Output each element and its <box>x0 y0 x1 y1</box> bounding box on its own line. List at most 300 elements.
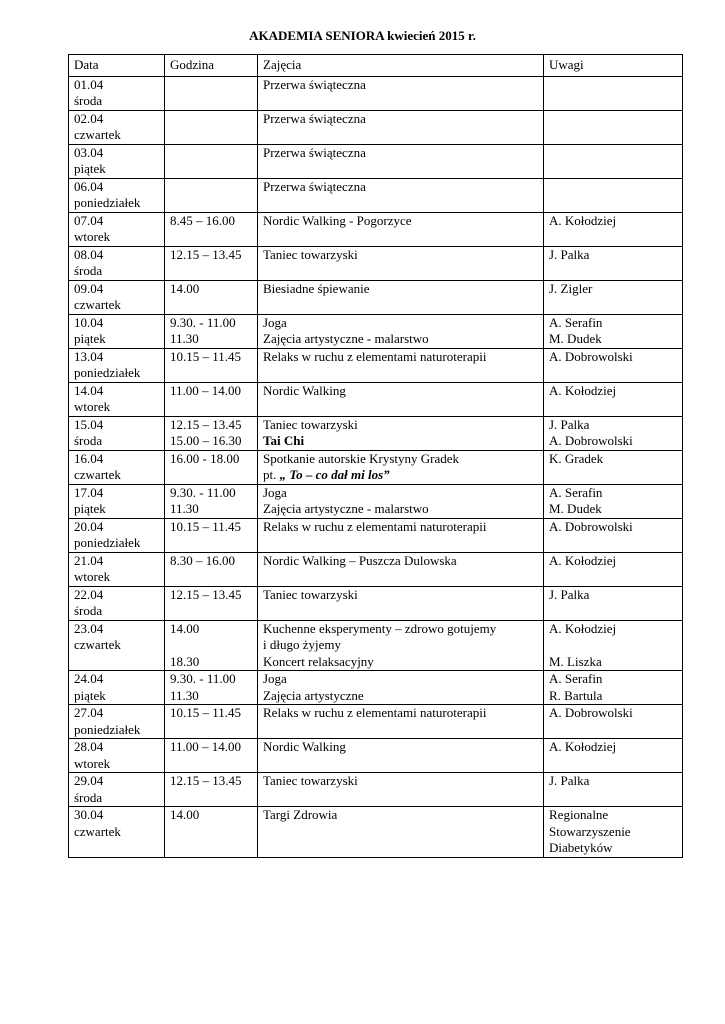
cell-time-line <box>170 297 252 314</box>
cell-time-line: 16.00 - 18.00 <box>170 450 240 466</box>
cell-date-line: 14.04 <box>74 382 104 398</box>
cell-activity <box>258 280 544 314</box>
header-time: Godzina <box>165 55 258 77</box>
cell-activity-line <box>263 365 538 382</box>
cell-time <box>165 773 258 807</box>
cell-date <box>69 144 165 178</box>
cell-time-line <box>170 840 252 857</box>
cell-time-line <box>170 790 252 807</box>
cell-notes-line: K. Gradek <box>549 450 604 466</box>
cell-notes-line: R. Bartula <box>549 687 603 703</box>
cell-activity <box>258 212 544 246</box>
cell-notes-line: A. Kołodziej <box>549 620 617 636</box>
cell-notes-line: J. Palka <box>549 586 590 602</box>
table-row <box>69 705 683 739</box>
cell-time <box>165 280 258 314</box>
cell-activity-line <box>263 195 538 212</box>
cell-notes <box>544 178 683 212</box>
cell-date-line: środa <box>74 263 103 278</box>
cell-time <box>165 705 258 739</box>
cell-notes-line: A. Kołodziej <box>549 212 617 228</box>
cell-time-line: 11.00 – 14.00 <box>170 382 242 398</box>
cell-time <box>165 416 258 450</box>
cell-activity-line <box>263 433 538 450</box>
cell-activity-line: Joga <box>263 484 287 500</box>
cell-time-line: 9.30. - 11.00 <box>170 314 236 330</box>
cell-activity-line <box>263 297 538 314</box>
cell-time <box>165 518 258 552</box>
cell-date-line: piątek <box>74 161 106 176</box>
cell-date <box>69 416 165 450</box>
cell-notes-line <box>549 722 677 739</box>
cell-time <box>165 110 258 144</box>
cell-notes-line: Stowarzyszenie <box>549 823 631 839</box>
cell-activity-line <box>263 756 538 773</box>
cell-notes-line <box>549 535 677 552</box>
cell-date-line: poniedziałek <box>74 721 141 737</box>
cell-date-line: 24.04 <box>74 671 104 686</box>
cell-notes-line <box>549 179 677 196</box>
cell-date <box>69 773 165 807</box>
cell-notes-line: A. Dobrowolski <box>549 518 633 534</box>
cell-date <box>69 671 165 705</box>
cell-activity <box>258 178 544 212</box>
cell-notes <box>544 450 683 484</box>
schedule-body <box>69 76 683 857</box>
cell-activity-line: Zajęcia artystyczne <box>263 687 364 703</box>
cell-activity <box>258 484 544 518</box>
cell-activity-line: Przerwa świąteczna <box>263 110 366 126</box>
cell-date-line: poniedziałek <box>74 535 141 550</box>
cell-date-line: wtorek <box>74 569 111 584</box>
cell-activity <box>258 586 544 620</box>
cell-time-line: 9.30. - 11.00 <box>170 484 236 500</box>
cell-notes-line <box>549 263 677 280</box>
cell-activity-line: i długo żyjemy <box>263 637 341 652</box>
cell-notes-line <box>549 637 677 654</box>
emphasized-text: „ To – co dał mi los” <box>279 467 390 482</box>
cell-notes-line: A. Kołodziej <box>549 739 617 754</box>
cell-date <box>69 586 165 620</box>
cell-date-line: wtorek <box>74 755 111 771</box>
cell-date <box>69 552 165 586</box>
cell-time-line: 14.00 <box>170 620 200 636</box>
cell-time <box>165 450 258 484</box>
cell-date-line: 13.04 <box>74 348 104 364</box>
cell-activity-line <box>263 263 538 280</box>
cell-time-line <box>170 145 252 162</box>
cell-time-line <box>170 93 252 110</box>
cell-notes <box>544 552 683 586</box>
cell-activity-line <box>263 93 538 110</box>
cell-notes-line: M. Liszka <box>549 653 602 669</box>
cell-time-line: 11.30 <box>170 331 199 346</box>
cell-notes <box>544 212 683 246</box>
cell-date <box>69 620 165 671</box>
cell-activity-line <box>263 127 538 144</box>
cell-notes-line: A. Dobrowolski <box>549 705 633 720</box>
table-row <box>69 382 683 416</box>
cell-date-line: środa <box>74 789 103 805</box>
cell-time-line <box>170 161 252 178</box>
cell-notes-line: J. Palka <box>549 416 590 432</box>
cell-activity-line: Nordic Walking <box>263 382 346 398</box>
cell-notes-line <box>549 77 677 94</box>
cell-date-line: 17.04 <box>74 484 104 500</box>
cell-time-line: 12.15 – 13.45 <box>170 246 242 262</box>
cell-notes-line <box>549 790 677 807</box>
cell-notes <box>544 144 683 178</box>
cell-notes-line: A. Dobrowolski <box>549 433 633 448</box>
cell-activity <box>258 705 544 739</box>
table-row <box>69 807 683 858</box>
cell-date-line: 23.04 <box>74 620 104 636</box>
cell-notes <box>544 773 683 807</box>
cell-date-line: wtorek <box>74 399 111 414</box>
cell-time <box>165 586 258 620</box>
cell-notes <box>544 348 683 382</box>
cell-date <box>69 246 165 280</box>
cell-time <box>165 382 258 416</box>
cell-date-line: 30.04 <box>74 807 104 822</box>
cell-notes-line <box>549 161 677 178</box>
cell-activity-line <box>263 467 538 484</box>
cell-date-line: piątek <box>74 501 106 516</box>
cell-activity <box>258 382 544 416</box>
cell-time-line: 10.15 – 11.45 <box>170 348 242 364</box>
cell-time <box>165 348 258 382</box>
cell-activity <box>258 552 544 586</box>
table-row <box>69 552 683 586</box>
cell-activity-line: Joga <box>263 314 287 330</box>
cell-date <box>69 110 165 144</box>
cell-notes-line <box>549 603 677 620</box>
cell-time <box>165 144 258 178</box>
cell-date-line: 08.04 <box>74 246 104 262</box>
cell-activity-line: Nordic Walking – Puszcza Dulowska <box>263 552 457 568</box>
cell-date-line: 21.04 <box>74 552 104 568</box>
cell-date-line: 15.04 <box>74 416 104 432</box>
cell-notes-line <box>549 229 677 246</box>
cell-notes <box>544 705 683 739</box>
cell-notes <box>544 314 683 348</box>
cell-date <box>69 280 165 314</box>
cell-notes-line <box>549 467 677 484</box>
table-row <box>69 348 683 382</box>
table-row <box>69 586 683 620</box>
cell-time-line: 12.15 – 13.45 <box>170 773 242 788</box>
cell-date <box>69 807 165 858</box>
cell-notes <box>544 110 683 144</box>
cell-date-line: 01.04 <box>74 76 104 92</box>
cell-time-line <box>170 722 252 739</box>
cell-notes-line: A. Kołodziej <box>549 552 617 568</box>
cell-activity-line: Relaks w ruchu z elementami naturoterapii <box>263 705 487 720</box>
cell-notes-line <box>549 127 677 144</box>
cell-date-line: piątek <box>74 331 106 346</box>
cell-date-line: czwartek <box>74 637 121 652</box>
cell-time-line <box>170 603 252 620</box>
text-prefix: pt. <box>263 467 280 482</box>
cell-date-line: 10.04 <box>74 314 104 330</box>
cell-activity-line <box>263 603 538 620</box>
cell-time-line <box>170 637 252 654</box>
cell-time-line <box>170 195 252 212</box>
cell-notes-line: J. Zigler <box>549 280 593 296</box>
cell-activity-line: Taniec towarzyski <box>263 246 358 262</box>
cell-notes <box>544 76 683 110</box>
cell-activity <box>258 416 544 450</box>
cell-activity-line <box>263 569 538 586</box>
cell-activity <box>258 76 544 110</box>
table-row <box>69 450 683 484</box>
cell-notes <box>544 671 683 705</box>
emphasized-text: Tai Chi <box>263 433 305 448</box>
cell-activity-line: Joga <box>263 671 287 686</box>
cell-date-line: czwartek <box>74 297 121 312</box>
cell-date <box>69 484 165 518</box>
cell-time-line: 10.15 – 11.45 <box>170 518 242 534</box>
cell-activity-line: Kuchenne eksperymenty – zdrowo gotujemy <box>263 620 497 636</box>
cell-time-line: 12.15 – 13.45 <box>170 416 242 432</box>
cell-notes <box>544 416 683 450</box>
cell-time-line: 8.30 – 16.00 <box>170 552 235 568</box>
cell-activity-line <box>263 790 538 807</box>
cell-activity-line <box>263 722 538 739</box>
cell-activity <box>258 518 544 552</box>
cell-time-line: 14.00 <box>170 280 200 296</box>
cell-time-line <box>170 263 252 280</box>
cell-date-line: środa <box>74 433 103 448</box>
cell-date-line: środa <box>74 93 103 108</box>
cell-activity-line: Relaks w ruchu z elementami naturoterapii <box>263 348 487 364</box>
table-row <box>69 518 683 552</box>
cell-time <box>165 807 258 858</box>
header-notes: Uwagi <box>544 55 683 77</box>
cell-notes-line: J. Palka <box>549 246 590 262</box>
cell-activity-line: Przerwa świąteczna <box>263 178 366 194</box>
cell-notes-line <box>549 195 677 212</box>
cell-activity <box>258 246 544 280</box>
cell-date <box>69 705 165 739</box>
cell-date-line: 28.04 <box>74 739 104 754</box>
cell-date <box>69 518 165 552</box>
cell-notes-line: Diabetyków <box>549 840 613 855</box>
cell-date <box>69 314 165 348</box>
cell-time <box>165 552 258 586</box>
table-row <box>69 246 683 280</box>
cell-time-line: 14.00 <box>170 807 200 822</box>
cell-date <box>69 739 165 773</box>
cell-time-line <box>170 535 252 552</box>
cell-activity-line: Zajęcia artystyczne - malarstwo <box>263 331 429 346</box>
cell-activity-line: Targi Zdrowia <box>263 807 338 822</box>
cell-notes <box>544 807 683 858</box>
cell-time-line <box>170 399 252 416</box>
cell-activity-line <box>263 535 538 552</box>
cell-notes-line <box>549 365 677 382</box>
table-row <box>69 620 683 671</box>
cell-notes-line <box>549 145 677 162</box>
cell-notes-line <box>549 297 677 314</box>
cell-notes-line: A. Kołodziej <box>549 382 617 398</box>
cell-notes <box>544 518 683 552</box>
cell-date-line <box>74 654 159 671</box>
cell-time-line <box>170 77 252 94</box>
cell-time <box>165 620 258 671</box>
cell-date-line: środa <box>74 603 103 618</box>
cell-activity <box>258 144 544 178</box>
cell-time <box>165 246 258 280</box>
cell-time <box>165 212 258 246</box>
cell-date <box>69 178 165 212</box>
cell-activity-line: Biesiadne śpiewanie <box>263 280 370 296</box>
cell-time-line <box>170 229 252 246</box>
cell-time-line <box>170 127 252 144</box>
cell-date-line: 27.04 <box>74 705 104 720</box>
cell-activity-line <box>263 161 538 178</box>
table-row <box>69 212 683 246</box>
cell-date-line: 06.04 <box>74 178 104 194</box>
cell-activity <box>258 671 544 705</box>
cell-activity-line: Taniec towarzyski <box>263 773 358 788</box>
cell-date <box>69 382 165 416</box>
cell-activity-line: Relaks w ruchu z elementami naturoterapii <box>263 518 487 534</box>
cell-notes-line <box>549 569 677 586</box>
cell-time-line: 18.30 <box>170 653 200 669</box>
cell-notes-line: M. Dudek <box>549 331 602 346</box>
cell-time-line: 11.30 <box>170 687 199 703</box>
cell-activity-line <box>263 229 538 246</box>
table-row <box>69 739 683 773</box>
cell-notes-line <box>549 93 677 110</box>
cell-notes <box>544 620 683 671</box>
cell-activity <box>258 807 544 858</box>
cell-activity-line: Zajęcia artystyczne - malarstwo <box>263 501 429 516</box>
cell-time-line: 15.00 – 16.30 <box>170 433 242 448</box>
cell-activity-line: Nordic Walking <box>263 739 346 754</box>
cell-time-line <box>170 824 252 841</box>
cell-time-line: 12.15 – 13.45 <box>170 586 242 602</box>
cell-date-line: 07.04 <box>74 212 104 228</box>
cell-time <box>165 484 258 518</box>
cell-time <box>165 671 258 705</box>
cell-time-line <box>170 467 252 484</box>
table-row <box>69 178 683 212</box>
cell-date-line: czwartek <box>74 823 121 839</box>
cell-notes-line <box>549 756 677 773</box>
cell-date-line: 20.04 <box>74 518 104 534</box>
cell-activity-line: Taniec towarzyski <box>263 586 358 602</box>
cell-notes <box>544 382 683 416</box>
cell-time-line: 10.15 – 11.45 <box>170 705 242 720</box>
cell-date-line: czwartek <box>74 467 121 482</box>
header-activity: Zajęcia <box>258 55 544 77</box>
cell-date <box>69 212 165 246</box>
cell-time-line: 9.30. - 11.00 <box>170 671 236 686</box>
cell-notes <box>544 739 683 773</box>
cell-date-line: czwartek <box>74 127 121 142</box>
table-row <box>69 416 683 450</box>
cell-time-line: 11.00 – 14.00 <box>170 739 242 754</box>
cell-activity-line <box>263 824 538 841</box>
cell-time-line <box>170 365 252 382</box>
cell-activity-line <box>263 840 538 857</box>
table-row <box>69 280 683 314</box>
table-row <box>69 144 683 178</box>
cell-activity <box>258 450 544 484</box>
cell-notes-line: J. Palka <box>549 773 590 788</box>
cell-activity <box>258 348 544 382</box>
cell-date <box>69 450 165 484</box>
cell-date-line: poniedziałek <box>74 195 141 210</box>
cell-notes <box>544 246 683 280</box>
cell-time <box>165 178 258 212</box>
table-row <box>69 484 683 518</box>
cell-notes-line: A. Dobrowolski <box>549 348 633 364</box>
cell-notes-line <box>549 399 677 416</box>
cell-activity-line: Spotkanie autorskie Krystyny Gradek <box>263 450 460 466</box>
cell-notes-line <box>549 111 677 128</box>
schedule-table <box>68 54 683 858</box>
cell-time-line <box>170 179 252 196</box>
cell-notes-line: A. Serafin <box>549 671 603 686</box>
cell-time-line <box>170 111 252 128</box>
cell-activity <box>258 314 544 348</box>
cell-activity-line: Nordic Walking - Pogorzyce <box>263 212 412 228</box>
cell-date-line: poniedziałek <box>74 365 141 380</box>
cell-date-line: 02.04 <box>74 110 104 126</box>
cell-activity <box>258 773 544 807</box>
cell-date-line: piątek <box>74 687 106 703</box>
cell-notes-line: A. Serafin <box>549 314 603 330</box>
cell-notes-line: M. Dudek <box>549 501 602 516</box>
cell-notes-line: A. Serafin <box>549 484 603 500</box>
table-header-row <box>69 55 683 77</box>
cell-date-line: 16.04 <box>74 450 104 466</box>
cell-date-line: 29.04 <box>74 773 104 788</box>
cell-time <box>165 314 258 348</box>
cell-activity-line: Przerwa świąteczna <box>263 144 366 160</box>
cell-activity <box>258 739 544 773</box>
table-row <box>69 76 683 110</box>
cell-time-line <box>170 756 252 773</box>
cell-time <box>165 739 258 773</box>
cell-time <box>165 76 258 110</box>
cell-time-line: 8.45 – 16.00 <box>170 212 235 228</box>
table-row <box>69 671 683 705</box>
cell-notes <box>544 586 683 620</box>
cell-date-line: wtorek <box>74 229 111 244</box>
cell-activity-line: Koncert relaksacyjny <box>263 653 374 669</box>
table-row <box>69 110 683 144</box>
cell-date <box>69 76 165 110</box>
cell-date-line <box>74 840 159 857</box>
cell-activity-line <box>263 399 538 416</box>
cell-activity <box>258 110 544 144</box>
cell-time-line: 11.30 <box>170 501 199 516</box>
cell-date-line: 03.04 <box>74 144 104 160</box>
cell-time-line <box>170 569 252 586</box>
cell-date-line: 09.04 <box>74 280 104 296</box>
cell-activity-line: Taniec towarzyski <box>263 416 358 432</box>
cell-notes <box>544 280 683 314</box>
cell-notes-line: Regionalne <box>549 807 609 822</box>
cell-activity <box>258 620 544 671</box>
table-row <box>69 773 683 807</box>
header-date: Data <box>69 55 165 77</box>
cell-notes <box>544 484 683 518</box>
